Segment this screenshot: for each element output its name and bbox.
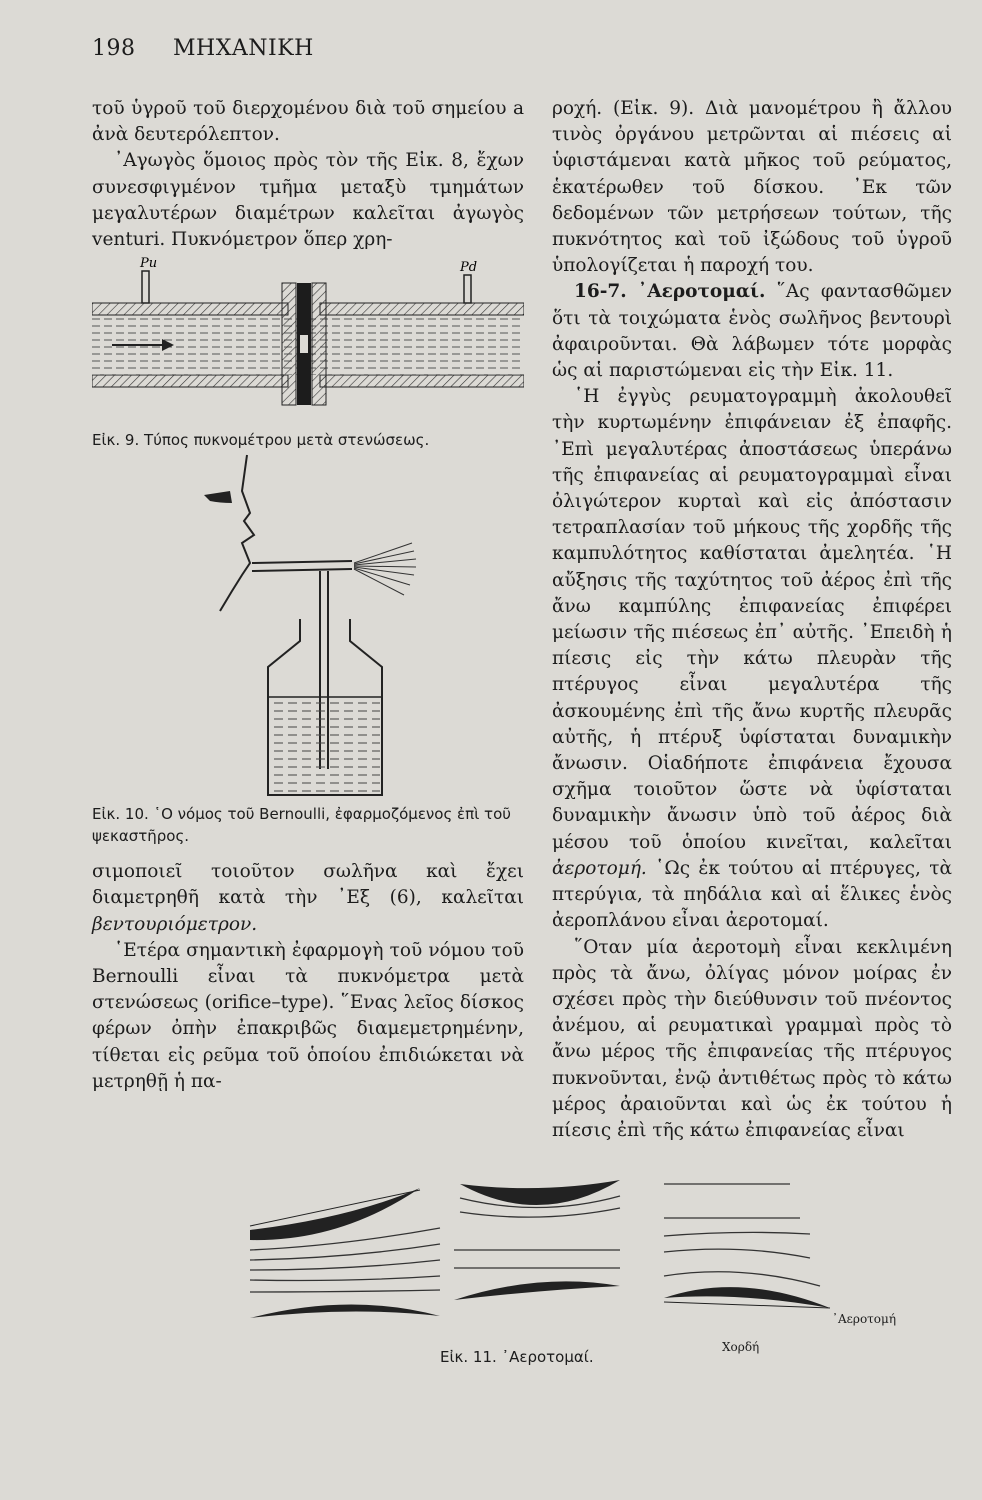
page-header bbox=[92, 36, 314, 61]
paragraph-text: ῾Ως ἐκ τούτου αἱ πτέρυγες, τὰ πτερύγια, τὰ πηδάλια καὶ αἱ ἕλικες ἑνὸς ἀεροπλάνου εἶναι ἀεροτομαί. bbox=[552, 857, 952, 932]
figure-10-atomizer bbox=[92, 451, 524, 797]
figure-11-caption-label: Εἰκ. 11. bbox=[440, 1348, 497, 1366]
paragraph: ροχή. (Εἰκ. 9). Διὰ μανομέτρου ἢ ἄλλου τινὸς ὀργάνου μετρῶνται αἱ πιέσεις αἱ ὑφιστάμεναι κατὰ μῆκος τοῦ ρεύματος, ἑκατέρωθεν τοῦ δίσκου. ᾿Εκ τῶν δεδομένων τῶν μετρήσεων τούτων, τῆς πυκνότητος καὶ τοῦ ἰξώδους τοῦ ὑγροῦ ὑπολογίζεται ἡ παροχή του. bbox=[552, 98, 952, 277]
pressure-label-upstream: Pu bbox=[140, 256, 158, 272]
term-airfoil: ἀεροτομή. bbox=[552, 857, 647, 879]
paragraph-text: σιμοποιεῖ τοιοῦτον σωλῆνα καὶ ἔχει διαμετρηθῆ κατὰ τὴν ᾿Εξ (6), καλεῖται bbox=[92, 861, 524, 909]
section-number: 16-7. bbox=[574, 281, 627, 303]
paragraph bbox=[552, 384, 952, 934]
pressure-label-downstream: Pd bbox=[460, 260, 478, 276]
term-venturi-meter: βεντουριόμετρον. bbox=[92, 913, 258, 935]
figure-11-airfoils bbox=[240, 1168, 960, 1368]
right-column bbox=[552, 96, 952, 1144]
chord-label: Χορδή bbox=[722, 1340, 760, 1354]
paragraph: ῾Ετέρα σημαντικὴ ἐφαρμογὴ τοῦ νόμου τοῦ Bernoulli εἶναι τὰ πυκνόμετρα μετὰ στενώσεως (orifice–type). ῞Ενας λεῖος δίσκος φέρων ὀπὴν ἐπακριβῶς διαμεμετρημένην, τίθεται εἰς ρεῦμα τοῦ ὁποίου ἐπιδιώκεται νὰ μετρηθῇ ἡ πα- bbox=[92, 939, 524, 1092]
figure-9-caption-label: Εἰκ. 9. bbox=[92, 431, 140, 450]
running-title: ΜΗΧΑΝΙΚΗ bbox=[173, 36, 314, 61]
paragraph-text: ῞Ας φαντασθῶμεν ὅτι τὰ τοιχώματα ἑνὸς σωλῆνος βεντουρὶ ἀφαιροῦνται. Θὰ λάβωμεν τότε μορφὰς ὡς αἱ παριστώμεναι εἰς τὴν Εἰκ. 11. bbox=[552, 281, 952, 382]
page-number: 198 bbox=[92, 36, 136, 61]
paragraph: ῞Οταν μία ἀεροτομὴ εἶναι κεκλιμένη πρὸς τὰ ἄνω, ὀλίγας μόνον μοίρας ἐν σχέσει πρὸς τὴν διεύθυνσιν τοῦ πνέοντος ἀνέμου, αἱ ρευματικαὶ γραμμαὶ πρὸς τὸ ἄνω μέρος τῆς ἐπιφανείας τῆς πτέρυγος πυκνοῦνται, ἐνῷ ἀντιθέτως πρὸς τὸ κάτω μέρος ἀραιοῦνται καὶ ὡς ἐκ τούτου ἡ πίεσις ἐπὶ τῆς κάτω ἐπιφανείας εἶναι bbox=[552, 936, 952, 1141]
paragraph bbox=[92, 859, 524, 938]
section-title: ᾿Αεροτομαί. bbox=[637, 281, 766, 303]
figure-10-caption-label: Εἰκ. 10. bbox=[92, 805, 149, 824]
figure-10-caption bbox=[92, 803, 524, 847]
figure-11-caption-text: ᾿Αεροτομαί. bbox=[501, 1348, 594, 1366]
section-16-7 bbox=[552, 279, 952, 384]
airfoil-label: ᾿Αεροτομή bbox=[832, 1312, 897, 1326]
paragraph: ᾿Αγωγὸς ὅμοιος πρὸς τὸν τῆς Εἰκ. 8, ἔχων συνεσφιγμένον τμῆμα μεταξὺ τμημάτων μεγαλυτέρων διαμέτρων καλεῖται ἀγωγὸς venturi. Πυκνόμετρον ὅπερ χρη- bbox=[92, 150, 524, 251]
figure-10-caption-text: ῾Ο νόμος τοῦ Bernoulli, ἐφαρμοζόμενος ἐπὶ τοῦ ψεκαστῆρος. bbox=[92, 805, 511, 846]
paragraph: τοῦ ὑγροῦ τοῦ διερχομένου διὰ τοῦ σημείου a ἀνὰ δευτερόλεπτον. bbox=[92, 98, 524, 146]
figure-9-caption-text: Τύπος πυκνομέτρου μετὰ στενώσεως. bbox=[144, 431, 430, 450]
left-column bbox=[92, 96, 524, 1095]
figure-11-caption bbox=[440, 1348, 594, 1366]
figure-9-orifice-meter bbox=[92, 253, 524, 423]
paragraph-text: ῾Η ἐγγὺς ρευματογραμμὴ ἀκολουθεῖ τὴν κυρτωμένην ἐπιφάνειαν ἐξ ἐπαφῆς. ᾿Επὶ μεγαλυτέρας ἀποστάσεως ὑπεράνω τῆς ἐπιφανείας αἱ ρευματογραμμαὶ εἶναι ὀλιγώτερον κυρταὶ καὶ εἰς ἀπόστασιν τετραπλασίαν τοῦ μήκους τῆς χορδῆς τῆς καμπυλότητος καθίσταται ἀμελητέα. ῾Η αὔξησις τῆς ταχύτητος τοῦ ἀέρος ἐπὶ τῆς ἄνω καμπύλης ἐπιφανείας ἐπιφέρει μείωσιν τῆς πιέσεως ἐπ᾿ αὐτῆς. ᾿Επειδὴ ἡ πίεσις εἰς τὴν κάτω πλευρὰν τῆς πτέρυγος εἶναι μεγαλυτέρα τῆς ἀσκουμένης ἐπὶ τῆς ἄνω κυρτῆς πλευρᾶς αὐτῆς, ἡ πτέρυξ ὑφίσταται δυναμικὴν ἄνωσιν. Οἱαδήποτε ἐπιφάνεια ἔχουσα σχῆμα τοιοῦτον ὥστε νὰ ὑφίσταται δυναμικὴν ἄνωσιν ὑπὸ τοῦ ἀέρος διὰ μέσου τοῦ ὁποίου κινεῖται, καλεῖται bbox=[552, 386, 952, 853]
figure-9-caption bbox=[92, 429, 524, 451]
